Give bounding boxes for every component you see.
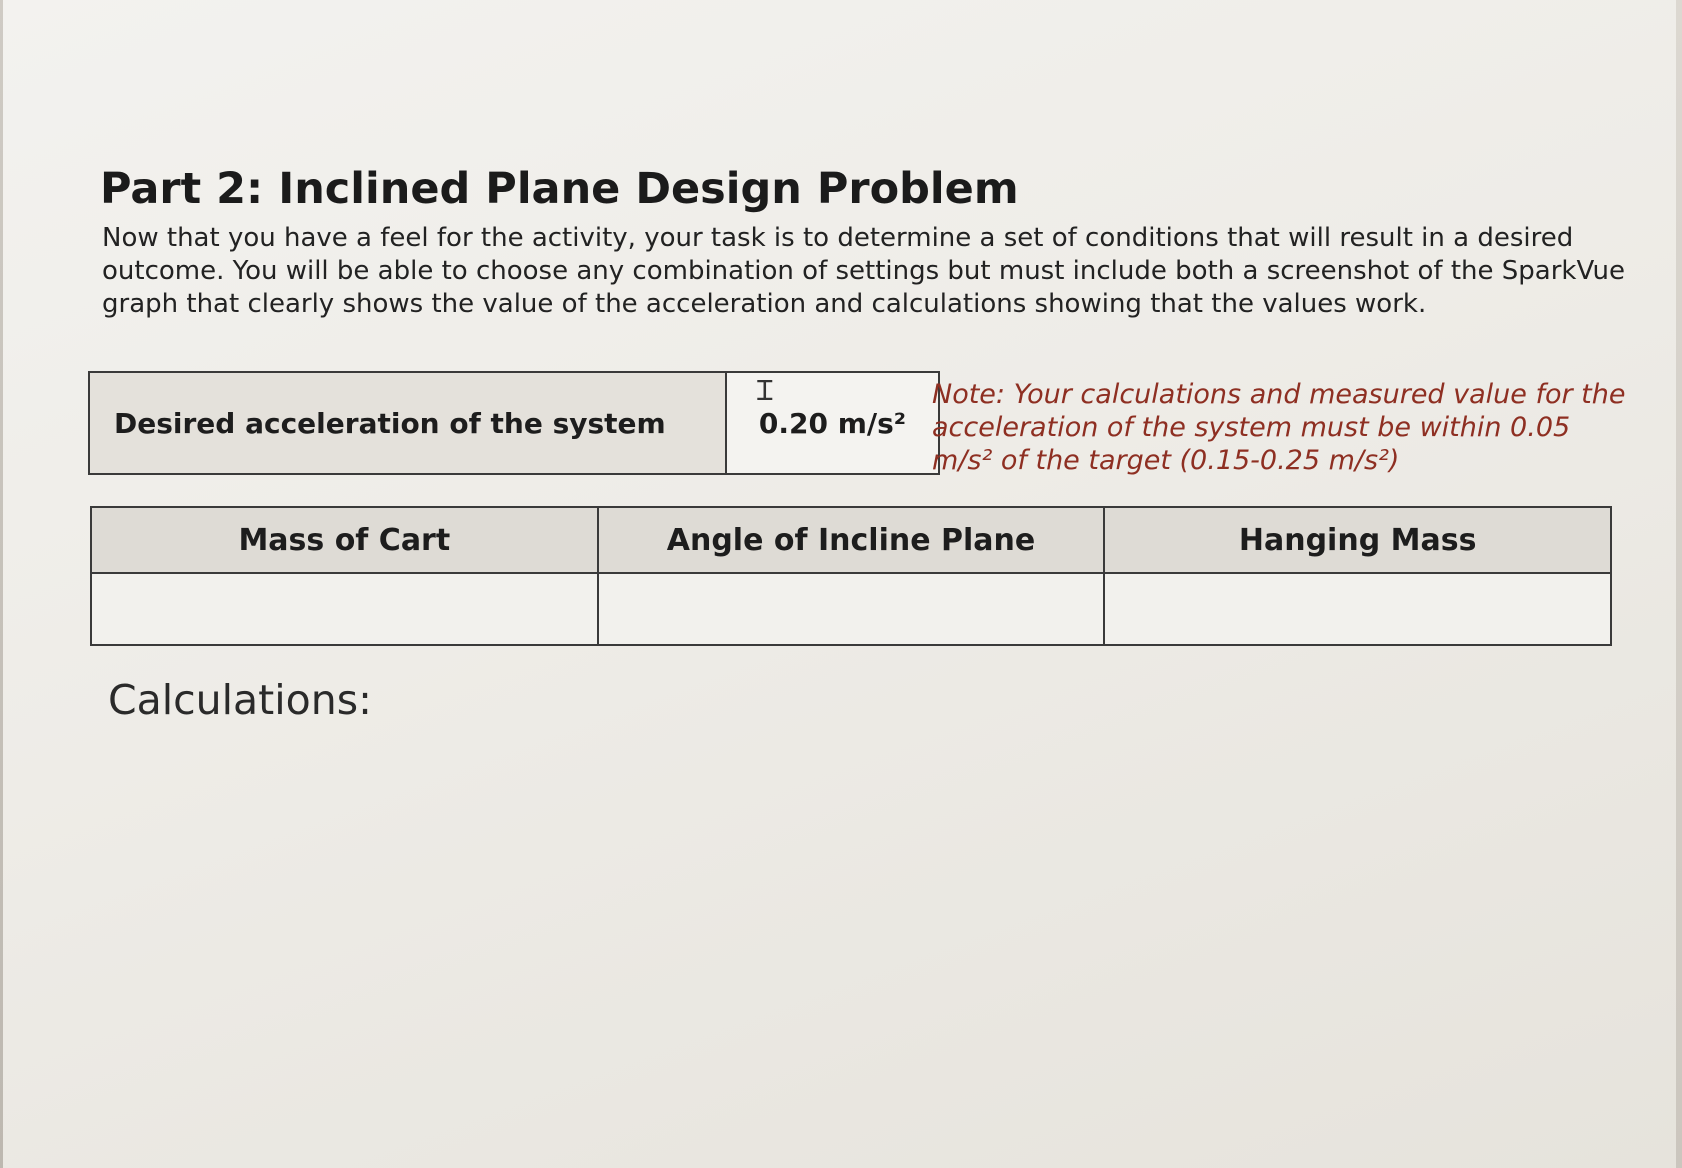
- calculations-label: Calculations:: [108, 676, 372, 724]
- page-title: Part 2: Inclined Plane Design Problem: [100, 164, 1019, 214]
- tolerance-note: Note: Your calculations and measured value for the acceleration of the system must be within 0.05 m/s² of the target (0.15-0.25 m/s²): [932, 379, 1626, 476]
- desired-acceleration-label: Desired acceleration of the system: [89, 372, 726, 474]
- settings-table: [90, 506, 1612, 646]
- cell-hanging-mass[interactable]: [1104, 573, 1611, 645]
- desired-acceleration-value: 0.20 m/s²: [758, 406, 907, 440]
- settings-header-row: [91, 507, 1611, 573]
- header-mass-of-cart: Mass of Cart: [91, 507, 598, 573]
- header-angle-of-incline: Angle of Incline Plane: [598, 507, 1105, 573]
- intro-paragraph: Now that you have a feel for the activity, your task is to determine a set of conditions that will result in a desired outcome. You will be able to choose any combination of settings but must include both a screenshot of the SparkVue graph that clearly shows the value of the acceleration and calculations showing that the values work.: [102, 223, 1625, 319]
- table-row: [91, 573, 1611, 645]
- desired-acceleration-table: [88, 371, 940, 475]
- header-hanging-mass: Hanging Mass: [1104, 507, 1611, 573]
- cell-mass-of-cart[interactable]: [91, 573, 598, 645]
- page-left-edge: [0, 0, 3, 1168]
- desired-acceleration-value-cell[interactable]: [726, 372, 939, 474]
- text-cursor-icon: Ɪ: [757, 374, 773, 407]
- page-right-edge: [1676, 0, 1682, 1168]
- cell-angle-of-incline[interactable]: [598, 573, 1105, 645]
